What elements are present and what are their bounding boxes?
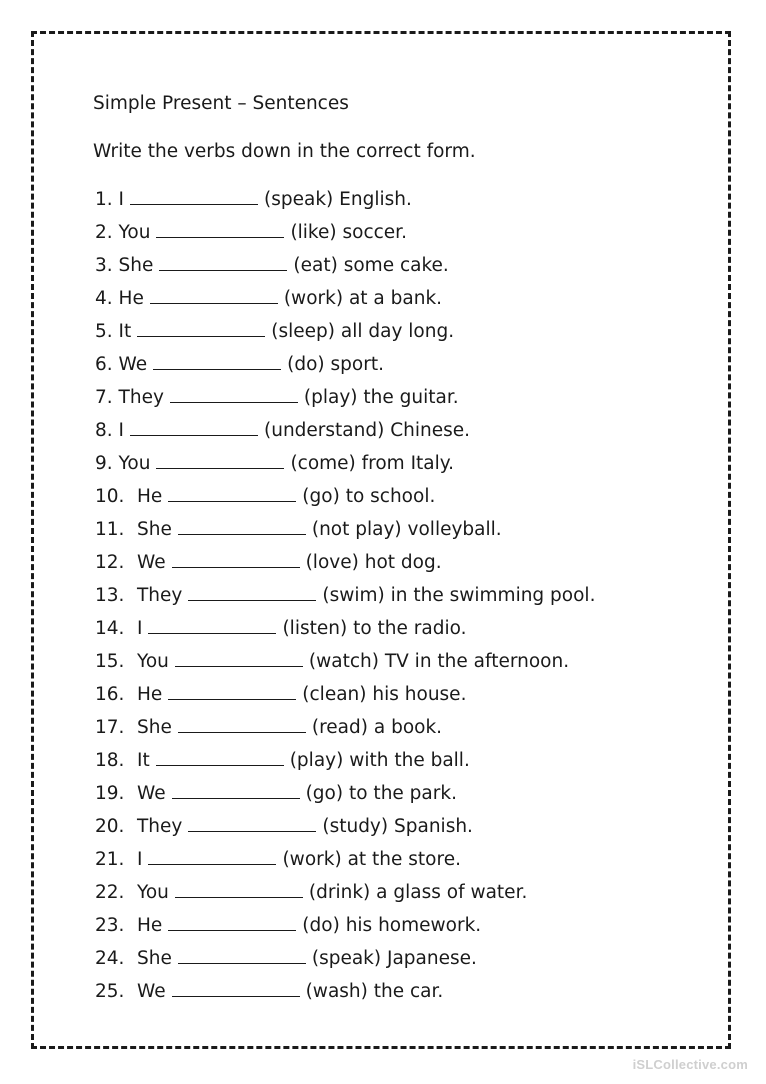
item-number: 17. — [95, 717, 125, 738]
item-verb-hint: (watch) — [308, 651, 379, 672]
item-sentence-rest: his homework. — [345, 915, 482, 936]
exercise-item — [95, 318, 595, 351]
item-subject: They — [118, 387, 164, 408]
item-number: 18. — [95, 750, 125, 771]
answer-blank[interactable] — [148, 846, 276, 865]
exercise-item — [95, 549, 595, 582]
item-number: 2. — [95, 222, 113, 243]
answer-blank[interactable] — [156, 450, 284, 469]
exercise-item — [95, 384, 595, 417]
answer-blank[interactable] — [172, 978, 300, 997]
item-verb-hint: (love) — [305, 552, 359, 573]
item-sentence-rest: a glass of water. — [376, 882, 528, 903]
item-subject: She — [137, 948, 172, 969]
item-sentence-rest: to the radio. — [353, 618, 467, 639]
answer-blank[interactable] — [156, 747, 284, 766]
answer-blank[interactable] — [170, 384, 298, 403]
item-subject: You — [118, 222, 151, 243]
item-verb-hint: (speak) — [311, 948, 382, 969]
item-number: 19. — [95, 783, 125, 804]
exercise-item — [95, 846, 595, 879]
item-number: 13. — [95, 585, 125, 606]
item-verb-hint: (understand) — [264, 420, 385, 441]
item-number: 7. — [95, 387, 113, 408]
exercise-item — [95, 714, 595, 747]
answer-blank[interactable] — [156, 219, 284, 238]
item-verb-hint: (wash) — [305, 981, 368, 1002]
item-subject: She — [118, 255, 154, 276]
item-number: 14. — [95, 618, 125, 639]
item-subject: She — [137, 519, 172, 540]
item-subject: We — [137, 552, 166, 573]
item-subject: I — [137, 618, 143, 639]
exercise-item — [95, 681, 595, 714]
item-verb-hint: (work) — [283, 288, 344, 309]
item-verb-hint: (read) — [311, 717, 368, 738]
answer-blank[interactable] — [130, 186, 258, 205]
item-verb-hint: (drink) — [308, 882, 371, 903]
answer-blank[interactable] — [178, 945, 306, 964]
item-sentence-rest: volleyball. — [407, 519, 502, 540]
item-subject: We — [137, 783, 166, 804]
item-number: 5. — [95, 321, 113, 342]
item-subject: You — [137, 882, 169, 903]
item-sentence-rest: soccer. — [342, 222, 407, 243]
answer-blank[interactable] — [168, 912, 296, 931]
item-subject: I — [118, 420, 125, 441]
exercise-item — [95, 450, 595, 483]
answer-blank[interactable] — [130, 417, 258, 436]
item-subject: It — [118, 321, 132, 342]
item-verb-hint: (study) — [322, 816, 389, 837]
item-subject: He — [137, 486, 163, 507]
exercise-item — [95, 516, 595, 549]
item-subject: You — [118, 453, 151, 474]
answer-blank[interactable] — [150, 285, 278, 304]
item-verb-hint: (not play) — [311, 519, 402, 540]
item-number: 6. — [95, 354, 113, 375]
exercise-item — [95, 483, 595, 516]
item-sentence-rest: his house. — [372, 684, 467, 705]
item-verb-hint: (listen) — [282, 618, 348, 639]
exercise-item — [95, 219, 595, 252]
exercise-item — [95, 978, 595, 1011]
item-sentence-rest: to school. — [345, 486, 436, 507]
exercise-item — [95, 351, 595, 384]
item-verb-hint: (swim) — [322, 585, 385, 606]
answer-blank[interactable] — [178, 516, 306, 535]
exercise-item — [95, 186, 595, 219]
answer-blank[interactable] — [188, 582, 316, 601]
item-verb-hint: (go) — [302, 486, 340, 507]
item-number: 12. — [95, 552, 125, 573]
answer-blank[interactable] — [168, 483, 296, 502]
watermark: iSLCollective.com — [632, 1057, 748, 1072]
item-number: 22. — [95, 882, 125, 903]
item-sentence-rest: TV in the afternoon. — [384, 651, 570, 672]
exercise-item — [95, 648, 595, 681]
exercise-item — [95, 582, 595, 615]
item-number: 10. — [95, 486, 125, 507]
item-sentence-rest: at the store. — [347, 849, 461, 870]
item-subject: She — [137, 717, 172, 738]
answer-blank[interactable] — [159, 252, 287, 271]
item-number: 11. — [95, 519, 125, 540]
item-subject: It — [137, 750, 150, 771]
item-verb-hint: (sleep) — [271, 321, 335, 342]
item-sentence-rest: sport. — [330, 354, 384, 375]
answer-blank[interactable] — [178, 714, 306, 733]
item-sentence-rest: to the park. — [348, 783, 457, 804]
item-verb-hint: (do) — [302, 915, 340, 936]
item-number: 3. — [95, 255, 113, 276]
item-verb-hint: (play) — [289, 750, 344, 771]
item-sentence-rest: all day long. — [340, 321, 455, 342]
item-verb-hint: (eat) — [293, 255, 338, 276]
item-sentence-rest: Spanish. — [394, 816, 473, 837]
item-subject: They — [137, 585, 183, 606]
answer-blank[interactable] — [148, 615, 276, 634]
exercise-item — [95, 285, 595, 318]
item-number: 9. — [95, 453, 113, 474]
item-sentence-rest: in the swimming pool. — [390, 585, 596, 606]
item-number: 21. — [95, 849, 125, 870]
item-subject: They — [137, 816, 183, 837]
item-verb-hint: (work) — [282, 849, 342, 870]
item-sentence-rest: from Italy. — [361, 453, 454, 474]
answer-blank[interactable] — [153, 351, 281, 370]
item-number: 15. — [95, 651, 125, 672]
item-number: 24. — [95, 948, 125, 969]
item-subject: We — [137, 981, 166, 1002]
item-verb-hint: (go) — [305, 783, 344, 804]
item-subject: You — [137, 651, 169, 672]
item-sentence-rest: Japanese. — [387, 948, 477, 969]
item-subject: I — [118, 189, 125, 210]
item-number: 16. — [95, 684, 125, 705]
answer-blank[interactable] — [175, 648, 303, 667]
exercise-item — [95, 945, 595, 978]
exercise-list — [95, 186, 595, 1011]
item-number: 4. — [95, 288, 113, 309]
item-subject: He — [137, 684, 163, 705]
item-sentence-rest: Chinese. — [390, 420, 471, 441]
worksheet-title: Simple Present – Sentences — [93, 93, 349, 114]
answer-blank[interactable] — [168, 681, 296, 700]
item-verb-hint: (clean) — [302, 684, 367, 705]
answer-blank[interactable] — [137, 318, 265, 337]
item-sentence-rest: at a bank. — [348, 288, 443, 309]
exercise-item — [95, 879, 595, 912]
exercise-item — [95, 912, 595, 945]
exercise-item — [95, 417, 595, 450]
item-subject: We — [118, 354, 148, 375]
item-subject: He — [118, 288, 144, 309]
item-sentence-rest: the car. — [373, 981, 444, 1002]
answer-blank[interactable] — [172, 549, 300, 568]
item-number: 1. — [95, 189, 113, 210]
exercise-item — [95, 747, 595, 780]
item-subject: I — [137, 849, 143, 870]
item-number: 25. — [95, 981, 125, 1002]
exercise-item — [95, 780, 595, 813]
item-sentence-rest: the guitar. — [363, 387, 459, 408]
item-verb-hint: (come) — [290, 453, 356, 474]
item-number: 23. — [95, 915, 125, 936]
exercise-item — [95, 813, 595, 846]
item-verb-hint: (speak) — [264, 189, 334, 210]
exercise-item — [95, 252, 595, 285]
item-sentence-rest: hot dog. — [364, 552, 442, 573]
item-verb-hint: (do) — [287, 354, 325, 375]
item-number: 8. — [95, 420, 113, 441]
answer-blank[interactable] — [172, 780, 300, 799]
item-sentence-rest: English. — [339, 189, 412, 210]
item-subject: He — [137, 915, 163, 936]
worksheet-instruction: Write the verbs down in the correct form. — [93, 141, 476, 162]
item-sentence-rest: a book. — [373, 717, 443, 738]
item-verb-hint: (play) — [303, 387, 358, 408]
item-sentence-rest: some cake. — [343, 255, 449, 276]
exercise-item — [95, 615, 595, 648]
answer-blank[interactable] — [188, 813, 316, 832]
item-number: 20. — [95, 816, 125, 837]
item-sentence-rest: with the ball. — [349, 750, 470, 771]
item-verb-hint: (like) — [290, 222, 337, 243]
answer-blank[interactable] — [175, 879, 303, 898]
